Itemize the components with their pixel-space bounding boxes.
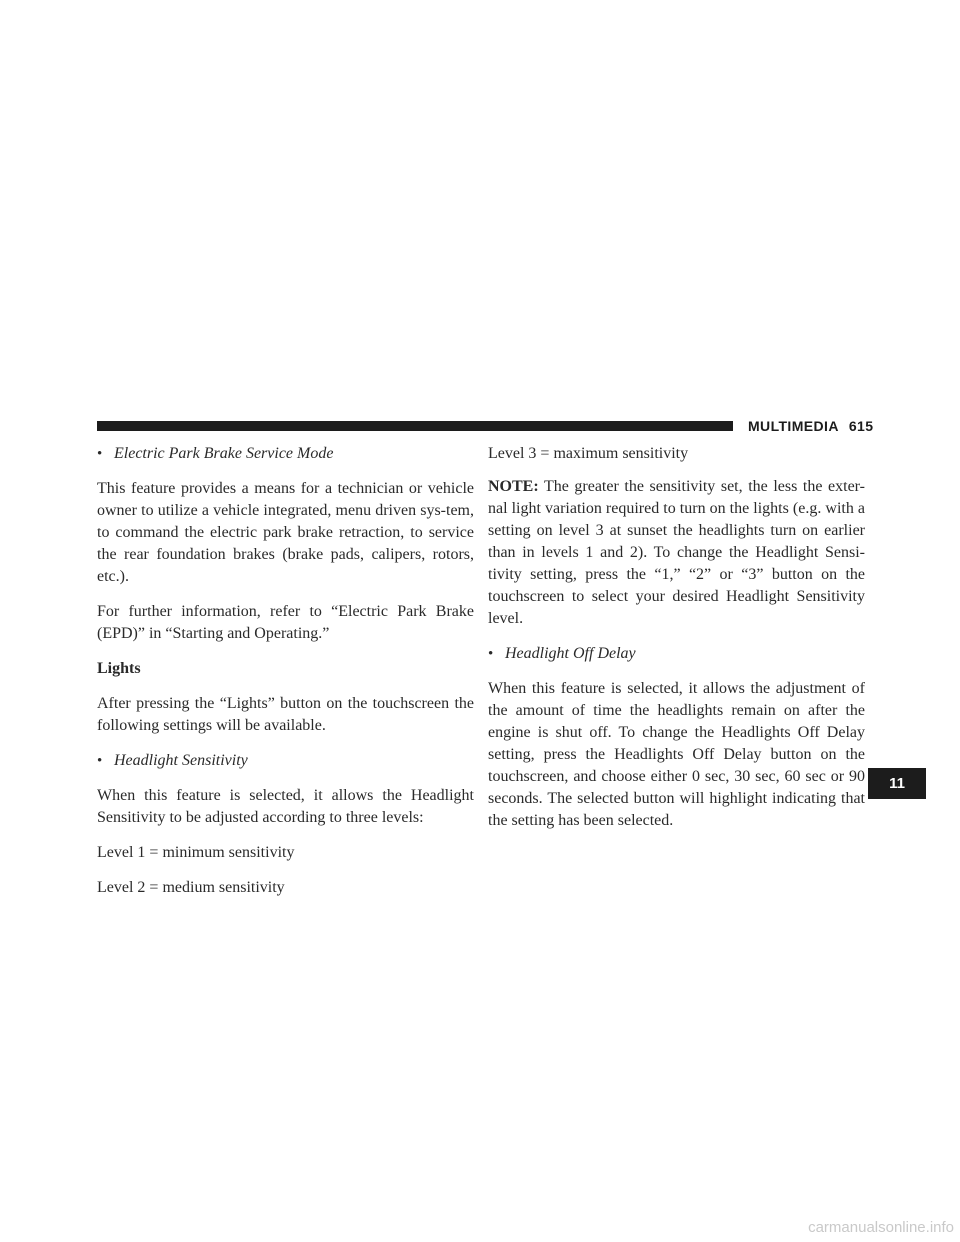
- paragraph: After pressing the “Lights” button on the touchscreen the following settings will be available.: [97, 695, 474, 734]
- bullet-label: Headlight Off Delay: [505, 645, 636, 662]
- left-column: [97, 443, 474, 912]
- note-paragraph: [488, 476, 865, 630]
- bullet-icon: •: [97, 446, 103, 462]
- bullet-item: [97, 443, 474, 465]
- bullet-label: Headlight Sensitivity: [114, 752, 248, 769]
- page-number: 615: [848, 418, 874, 434]
- level-line: Level 1 = minimum sensitivity: [97, 844, 295, 861]
- paragraph: When this feature is selected, it allows the Headlight Sensitivity to be adjusted according to three levels:: [97, 787, 474, 826]
- paragraph: For further information, refer to “Electric Park Brake (EPD)” in “Starting and Operating.”: [97, 603, 474, 642]
- running-header: [748, 418, 873, 434]
- bullet-label: Electric Park Brake Service Mode: [114, 445, 334, 462]
- bullet-icon: •: [488, 646, 494, 662]
- level-line: Level 2 = medium sensitivity: [97, 879, 285, 896]
- right-column: [488, 443, 865, 845]
- bullet-item: [488, 643, 865, 665]
- level-line: Level 3 = maximum sensitivity: [488, 445, 689, 462]
- note-text: The greater the sensitivity set, the less the exter-nal light variation required to turn on the lights (e.g. with a setting on level 3 at sunset the headlights turn on earlier than in levels 1 and 2). To change the Headlight Sensi-tivity setting, press the “1,” “2” or “3” button on the touchscreen to select your desired Headlight Sensitivity level.: [488, 478, 865, 627]
- watermark-text: carmanualsonline.info: [808, 1219, 954, 1236]
- section-heading: Lights: [97, 660, 141, 677]
- section-title: MULTIMEDIA: [748, 418, 839, 434]
- note-label: NOTE:: [488, 478, 539, 495]
- paragraph: This feature provides a means for a technician or vehicle owner to utilize a vehicle integrated, menu driven sys-tem, to command the electric park brake retraction, to service the rear foundation brakes (brake pads, calipers, rotors, etc.).: [97, 480, 474, 585]
- header-rule: [97, 421, 733, 431]
- paragraph: When this feature is selected, it allows the adjustment of the amount of time the headlights remain on after the engine is shut off. To change the Headlights Off Delay setting, press the Headlights Off Delay button on the touchscreen, and choose either 0 sec, 30 sec, 60 sec or 90 seconds. The selected button will highlight indicating that the setting has been selected.: [488, 680, 865, 829]
- bullet-item: [97, 750, 474, 772]
- chapter-tab: 11: [868, 768, 926, 799]
- bullet-icon: •: [97, 753, 103, 769]
